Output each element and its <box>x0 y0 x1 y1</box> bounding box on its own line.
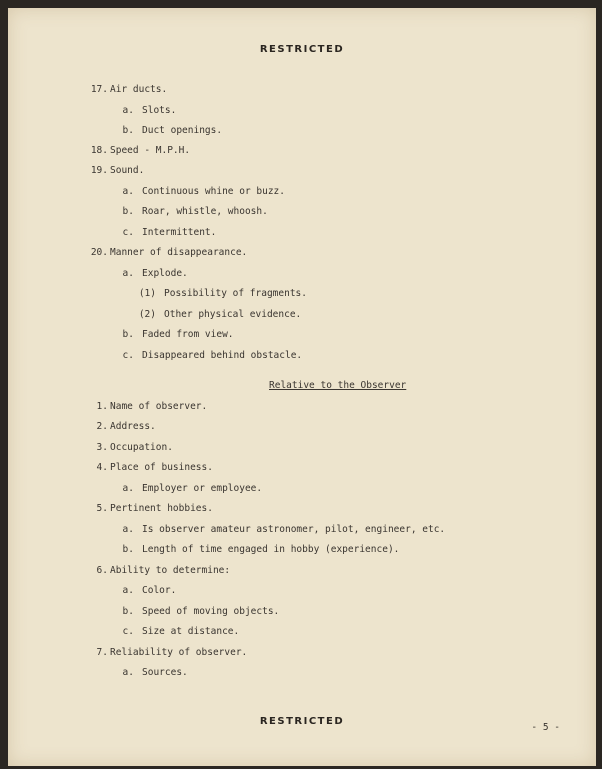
section-heading: Relative to the Observer <box>269 380 407 391</box>
document-page: RESTRICTED 17. Air ducts. a. Slots. b. Duct openings. 18. Speed - M.P.H. 19. Sound. a. Continuous whine or buzz. b. Roar, whistle, whoosh. c. Intermittent. 20. Manner of disappearance. a. Explode. (1) Possibility of fragments. (2) Other physical evidence. b. Faded from view. c. Disappeared behind obstacle. Relative to the Observer 1. Name of observer. 2. Address. 3. Occupation. 4. Place of business. a. Employer or employee. 5. Pertinent hobbies. a. Is observer amateur astronomer, pilot, engineer, etc. b. Length of time engaged in hobby (experience). 6. Ability to determine: a. Color. b. Speed of moving objects. c. Size at distance. 7. Reliability of observer. a. Sources. RESTRICTED - 5 - <box>8 8 596 766</box>
page-number: - 5 - <box>531 722 560 733</box>
footer-restricted: RESTRICTED <box>259 716 345 727</box>
header-restricted: RESTRICTED <box>259 44 345 55</box>
